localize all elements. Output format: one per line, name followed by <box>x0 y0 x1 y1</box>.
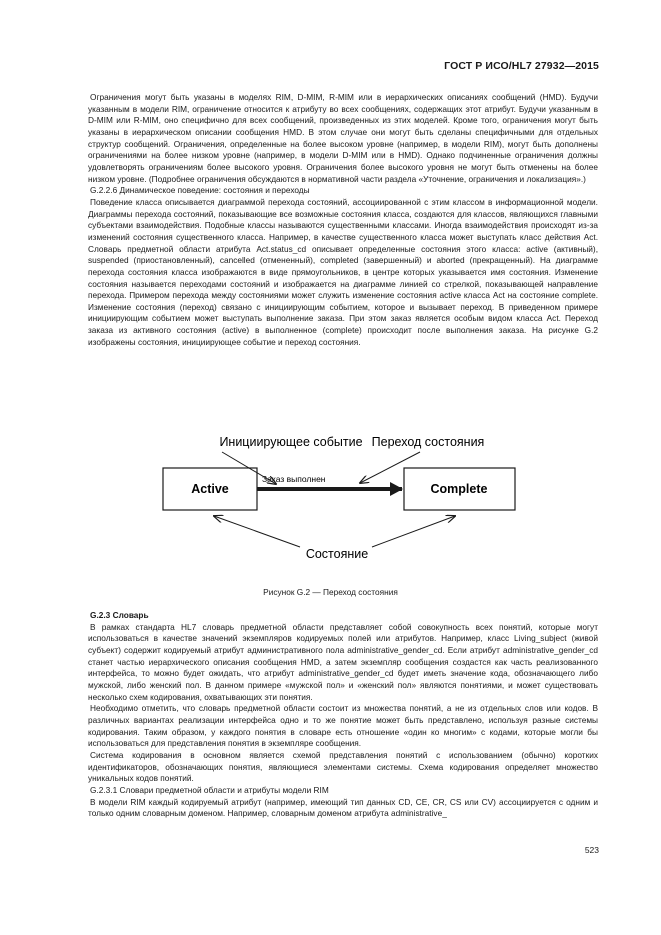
paragraph-coding-system: Система кодирования в основном является схемой представления понятий с использованием (обычно) коротких идентификаторов, обозначающих понятия, являющиеся элементами системы. Схема кодирования определяет множество уникальных кодов понятий. <box>88 749 598 784</box>
state-pointer-arrow-left <box>214 516 300 547</box>
paragraph-concepts-codes: Необходимо отметить, что словарь предметной области состоит из множества понятий, а не из отдельных слов или кодов. В различных вариантах реализации интерфейса одно и то же понятие может быть представлено, используя разные системы кодирования. Таким образом, у каждого понятия в словаре есть отношение «один ко многим» с кодами, которые могли бы использоваться для представления понятия в экземпляре сообщения. <box>88 703 598 749</box>
label-state: Состояние <box>305 547 369 561</box>
state-pointer-arrow-right <box>372 516 455 547</box>
state-label-complete: Complete <box>430 482 488 496</box>
text-block-vocabulary <box>88 610 598 820</box>
subsection-heading-dynamic-behavior: G.2.2.6 Динамическое поведение: состояния и переходы <box>90 185 310 196</box>
paragraph-constraints: Ограничения могут быть указаны в моделях RIM, D-MIM, R-MIM или в иерархических описаниях сообщений (HMD). Будучи указанным в модели RIM, ограничение относится к атрибуту во всех сообщениях, содержащих этот атрибут. Будучи указанным в D-MIM или R-MIM, оно специфично для всех сообщений, произведенных из этих моделей. Кроме того, ограничения могут быть указаны в иерархическом описании сообщения HMD. В этом случае они могут быть сделаны специфичными для отдельных структур сообщений. Ограничения, определенные на более высоком уровне (например, в модели RIM), могут быть дополнены ограничениями на более низком уровне (например, в модели D-MIM или в HMD). Однако подчиненные ограничения должны удовлетворять ограничениям более высокого уровня. Ограничения более высокого уровня не могут быть отменены на более низком уровне. (Подробнее ограничения обсуждаются в нормативной части раздела «Уточнение, ограничения и локализация».) <box>88 92 598 184</box>
paragraph-vocabulary-definition: В рамках стандарта HL7 словарь предметной области представляет собой совокупность всех понятий, которые могут использоваться в качестве значений экземпляров кодируемых полей или атрибутов. Например, класс Living_subject (живой субъект) содержит кодируемый атрибут административного пола administrative_gender_cd. Если атрибут administrative_gender_cd станет частью иерархического описания сообщения HMD, а затем экземпляр сообщения создастся как часть реализованного интерфейса, то можно будет ожидать, что атрибут administrative_gender_cd будет иметь значение кода, обозначающего либо мужской, либо женский пол. В данном примере «мужской пол» и «женский пол» являются понятиями, и может существовать несколько схем кодирования, охватывающих эти понятия. <box>88 621 598 702</box>
label-state-transition: Переход состояния <box>371 435 485 449</box>
section-heading-vocabulary: G.2.3 Словарь <box>90 610 149 620</box>
paragraph-state-transitions: Поведение класса описывается диаграммой перехода состояний, ассоциированной с этим классом в информационной модели. Диаграммы перехода состояний, показывающие все возможные состояния класса, создаются для классов, являющихся главными субъектами взаимодействия. Подобные классы называются существенными классами. Иногда взаимодействия происходят из-за изменений состояния существенного класса. Например, в качестве существенного класса может выступать класс действия Act. Словарь предметной области атрибута Act.status_cd описывает определенные состояния этого класса: active (активный), suspended (приостановленный), cancelled (отмененный), completed (завершенный) и aborted (прекращенный). На диаграмме перехода состояния класса изображаются в виде прямоугольников, в центре которых указывается имя состояния. Изменение состояния называется переходами состояний и изображается на диаграмме линией со стрелкой, показывающей направление перехода. Примером перехода между состояниями может служить изменение состояния active класса Act на состояние complete. Изменение состояния (переход) связано с инициирующим событием, которое и вызывает переход. В приведенном примере инициирующим событием может выступать выполнение заказа. При этом заказ является особым видом класса Act. Переход заказа из активного состояния (active) в выполненное (complete) происходит после выполнения заказа. На рисунке G.2 изображены состояния, инициирующее событие и переход состояния. <box>88 196 598 347</box>
paragraph-rim-coded-attributes: В модели RIM каждый кодируемый атрибут (например, имеющий тип данных CD, CE, CR, CS или CV) ассоциируется с одним и только одним словарным доменом. Например, словарным доменом атрибута administrative_ <box>88 796 598 819</box>
page-number: 523 <box>584 845 599 855</box>
transition-label: Заказ выполнен <box>262 474 326 484</box>
label-triggering-event: Инициирующее событие <box>219 435 363 449</box>
state-label-active: Active <box>191 482 229 496</box>
subsection-heading-rim-vocab: G.2.3.1 Словари предметной области и атрибуты модели RIM <box>90 784 329 795</box>
figure-caption: Рисунок G.2 — Переход состояния <box>263 587 398 597</box>
document-header: ГОСТ Р ИСО/HL7 27932—2015 <box>444 60 599 72</box>
